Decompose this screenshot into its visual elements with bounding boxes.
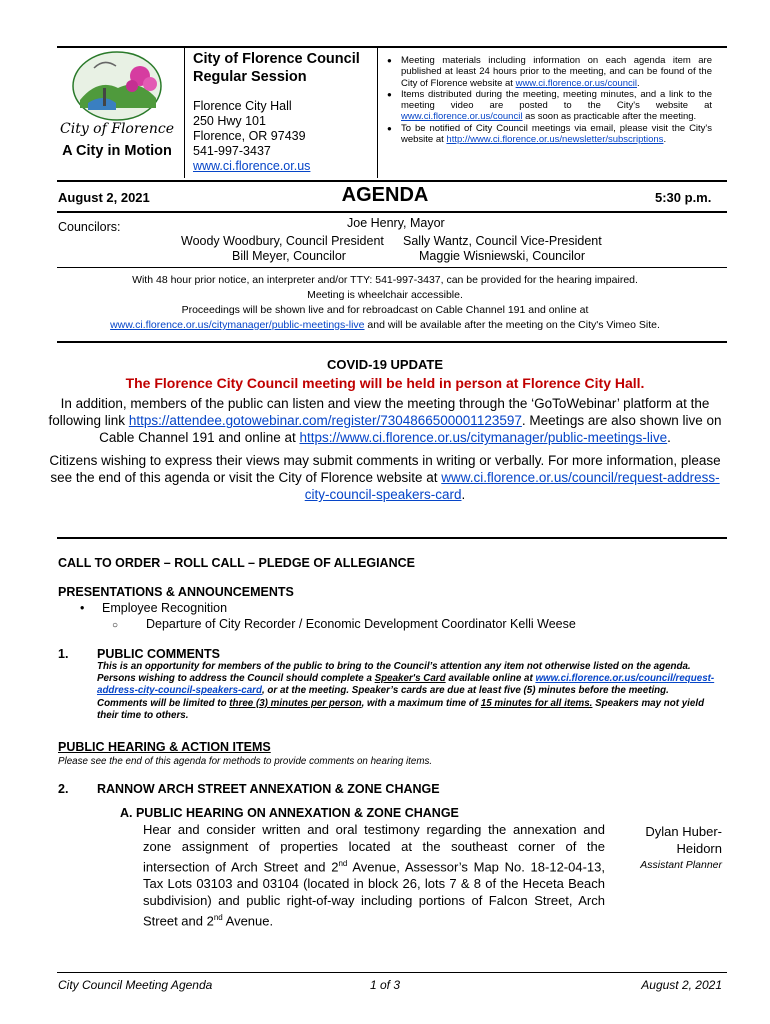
gotowebinar-link[interactable]: https://attendee.gotowebinar.com/register/7304866500001123597 (128, 413, 522, 428)
presenter (620, 823, 722, 874)
hall-name: Florence City Hall (193, 99, 292, 113)
public-meetings-live-link[interactable]: https://www.ci.florence.or.us/citymanager/public-meetings-live (299, 430, 668, 445)
meeting-date: August 2, 2021 (58, 190, 150, 205)
footer-page-number: 1 of 3 (369, 978, 401, 992)
meeting-note: ● To be notified of City Council meetings via email, please visit the City's website at http://www.ci.florence.or.us/newsletter/subscriptions. (387, 123, 712, 146)
accessibility-notice: With 48 hour prior notice, an interpreter and/or TTY: 541-997-3437, can be provided for the hearing impaired. Meeting is wheelchair accessible. Proceedings will be shown live and for rebroadcast on Cable Channel 191 and online at www.ci.florence.or.us/citymanager/public-meetings-live and will be available after the meeting on the City's Vimeo Site. (0, 273, 770, 333)
covid-update (40, 357, 730, 503)
hall-address: 250 Hwy 101 (193, 114, 266, 128)
presenter-name: Dylan Huber- (645, 824, 722, 839)
council-title-line: City of Florence Council (193, 51, 360, 67)
covid-webinar-paragraph: In addition, members of the public can listen and view the meeting through the ‘GoToWebinar’ platform at the following link https://attendee.gotowebinar.com/register/7304866500001123597. Meetings are also shown live on Cable Channel 191 and online at https://www.ci.florence.or.us/citymanager/public-meetings-live. (48, 396, 722, 445)
footer-rule (57, 972, 727, 973)
public-hearing-note: Please see the end of this agenda for methods to provide comments on hearing items. (58, 756, 433, 767)
council-vice-president: Sally Wantz, Council Vice-President (403, 234, 602, 248)
item-number: 2. (58, 782, 69, 796)
presenter-name: Heidorn (676, 841, 722, 856)
mayor: Joe Henry, Mayor (347, 216, 445, 230)
interpreter-notice: With 48 hour prior notice, an interpreter and/or TTY: 541-997-3437, can be provided for the hearing impaired. (132, 274, 638, 286)
council-title (193, 50, 360, 86)
public-hearing-heading: PUBLIC HEARING & ACTION ITEMS (58, 740, 271, 754)
city-motto: A City in Motion (62, 143, 172, 159)
public-comments-text: This is an opportunity for members of the public to bring to the Council’s attention any item not otherwise listed on the agenda. Persons wishing to address the Council should complete a Speaker's Card available online at www.ci.florence.or.us/council/request-address-city-council-speakers-card, or at the meeting. Speaker’s cards are due at least five (5) minutes before the meeting. Comments will be limited to three (3) minutes per person, with a maximum time of 15 minutes for all items. Speakers may not yield their time to others. (97, 661, 715, 721)
bullet-icon: • (80, 601, 85, 615)
agenda-title: AGENDA (341, 184, 429, 206)
speakers-card-link[interactable]: www.ci.florence.or.us/council/request-address-city-council-speakers-card (304, 470, 720, 502)
presentations-heading: PRESENTATIONS & ANNOUNCEMENTS (58, 585, 294, 599)
hall-info (193, 99, 310, 174)
councilor: Bill Meyer, Councilor (232, 249, 346, 263)
header-divider (184, 48, 185, 178)
header-top-rule (57, 46, 727, 48)
circle-bullet-icon: ○ (112, 620, 119, 631)
broadcast-notice: Proceedings will be shown live and for rebroadcast on Cable Channel 191 and online at (181, 304, 589, 316)
meeting-notes-list (387, 55, 712, 145)
covid-heading: COVID-19 UPDATE (326, 357, 444, 372)
access-rule (57, 341, 727, 343)
covid-comments-paragraph: Citizens wishing to express their views may submit comments in writing or verbally. For more information, please see the end of this agenda or visit the City of Florence website at www.ci.florence.or.us/council/request-address-city-council-speakers-card. (49, 453, 721, 502)
logo-script-text: City of Florence (60, 121, 174, 137)
subscriptions-link[interactable]: http://www.ci.florence.or.us/newsletter/subscriptions (446, 134, 664, 146)
presentation-subitem: ○ Departure of City Recorder / Economic Development Coordinator Kelli Weese (112, 617, 576, 631)
meeting-time: 5:30 p.m. (655, 190, 712, 205)
meeting-note: ● Meeting materials including information on each agenda item are published at least 24 hours prior to the meeting, and can be found of the City of Florence website at www.ci.florence.or.us/council. (387, 55, 712, 89)
covid-in-person-notice: The Florence City Council meeting will be held in person at Florence City Hall. (125, 375, 645, 391)
council-link[interactable]: www.ci.florence.or.us/council (515, 77, 638, 89)
covid-rule (57, 537, 727, 539)
presentation-item: • Employee Recognition (80, 601, 228, 615)
council-link[interactable]: www.ci.florence.or.us/council (401, 111, 523, 123)
councilors-label: Councilors: (58, 220, 121, 234)
footer-date: August 2, 2021 (641, 978, 722, 992)
wheelchair-notice: Meeting is wheelchair accessible. (307, 289, 463, 301)
website-link[interactable]: www.ci.florence.or.us (193, 159, 311, 173)
presenter-title: Assistant Planner (640, 859, 722, 871)
header-divider (377, 48, 378, 178)
council-session-line: Regular Session (193, 69, 307, 85)
speakers-card-link[interactable]: www.ci.florence.or.us/council/request-address-city-council-speakers-card (97, 673, 715, 697)
council-president: Woody Woodbury, Council President (181, 234, 384, 248)
councilor: Maggie Wisniewski, Councilor (419, 249, 586, 263)
public-comments-heading: PUBLIC COMMENTS (97, 647, 220, 661)
hall-phone: 541-997-3437 (193, 144, 271, 158)
meeting-note: ● Items distributed during the meeting, meeting minutes, and a link to the meeting video are posted to the City's website at www.ci.florence.or.us/council as soon as practicable after the meeting. (387, 89, 712, 123)
header-bottom-rule (57, 180, 727, 182)
item-number: 1. (58, 647, 69, 661)
annexation-heading: RANNOW ARCH STREET ANNEXATION & ZONE CHANGE (97, 782, 440, 796)
annexation-subheading: A. PUBLIC HEARING ON ANNEXATION & ZONE CHANGE (120, 806, 459, 820)
date-rule (57, 211, 727, 213)
annexation-description: Hear and consider written and oral testimony regarding the annexation and zone assignment of properties located at the southeast corner of the intersection of Arch Street and 2nd Avenue, Assessor’s Map No. 18-12-04-13, Tax Lots 03103 and 03104 (located in block 26, lots 7 & 8 of the Heceta Beach subdivision) and public right-of-way including portions of Falcon Street, Arch Street and 2nd Avenue. (143, 822, 605, 929)
councilors-rule (57, 267, 727, 268)
public-meetings-live-link[interactable]: www.ci.florence.or.us/citymanager/public-meetings-live (110, 319, 365, 331)
call-to-order-heading: CALL TO ORDER – ROLL CALL – PLEDGE OF ALLEGIANCE (58, 556, 415, 570)
hall-city: Florence, OR 97439 (193, 129, 306, 143)
footer-doc-title: City Council Meeting Agenda (58, 978, 213, 992)
